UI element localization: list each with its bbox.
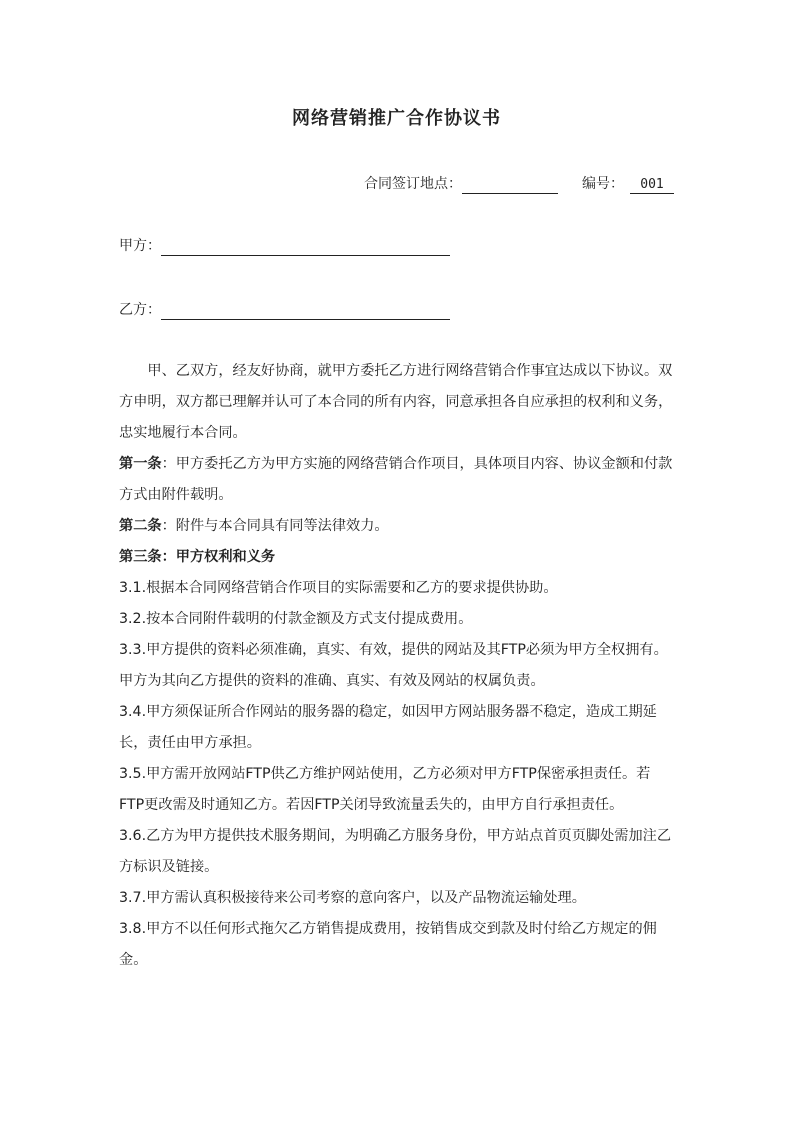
clause-3-1: 3.1.根据本合同网络营销合作项目的实际需要和乙方的要求提供协助。 xyxy=(119,580,558,596)
article-1-text: ：甲方委托乙方为甲方实施的网络营销合作项目，具体项目内容、协议金额和付款方式由附件载明。 xyxy=(119,456,673,503)
place-blank xyxy=(462,175,558,194)
party-b-label: 乙方： xyxy=(119,302,161,318)
place-label: 合同签订地点： xyxy=(364,176,462,192)
article-1-label: 第一条 xyxy=(119,456,162,472)
clause-3-2: 3.2.按本合同附件载明的付款金额及方式支付提成费用。 xyxy=(119,611,473,627)
contract-body xyxy=(119,356,675,976)
article-3-heading: 第三条：甲方权利和义务 xyxy=(119,549,276,565)
party-a-line xyxy=(119,236,450,256)
intro-paragraph: 甲、乙双方，经友好协商，就甲方委托乙方进行网络营销合作事宜达成以下协议。双方申明，双方都已理解并认可了本合同的所有内容，同意承担各自应承担的权利和义务，忠实地履行本合同。 xyxy=(119,363,673,441)
party-b-blank xyxy=(161,301,450,320)
contract-number: 001 xyxy=(630,175,674,194)
clause-3-3: 3.3.甲方提供的资料必须准确，真实、有效，提供的网站及其FTP必须为甲方全权拥有。甲方为其向乙方提供的资料的准确、真实、有效及网站的权属负责。 xyxy=(119,642,668,689)
article-2-text: ：附件与本合同具有同等法律效力。 xyxy=(161,518,389,534)
article-2 xyxy=(119,511,675,542)
party-a-blank xyxy=(161,237,450,256)
document-title: 网络营销推广合作协议书 xyxy=(292,108,501,129)
clause-3-6: 3.6.乙方为甲方提供技术服务期间，为明确乙方服务身份，甲方站点首页页脚处需加注乙方标识及链接。 xyxy=(119,828,672,875)
clause-3-5: 3.5.甲方需开放网站FTP供乙方维护网站使用，乙方必须对甲方FTP保密承担责任。若FTP更改需及时通知乙方。若因FTP关闭导致流量丢失的，由甲方自行承担责任。 xyxy=(119,766,651,813)
article-2-label: 第二条 xyxy=(119,518,162,534)
party-b-line xyxy=(119,300,450,320)
contract-meta xyxy=(364,174,674,194)
article-1 xyxy=(119,449,675,511)
clause-3-7: 3.7.甲方需认真积极接待来公司考察的意向客户，以及产品物流运输处理。 xyxy=(119,890,586,906)
party-a-label: 甲方： xyxy=(119,238,161,254)
number-label: 编号： xyxy=(582,176,624,192)
clause-3-4: 3.4.甲方须保证所合作网站的服务器的稳定，如因甲方网站服务器不稳定，造成工期延长，责任由甲方承担。 xyxy=(119,704,657,751)
clause-3-8: 3.8.甲方不以任何形式拖欠乙方销售提成费用，按销售成交到款及时付给乙方规定的佣金。 xyxy=(119,921,657,968)
